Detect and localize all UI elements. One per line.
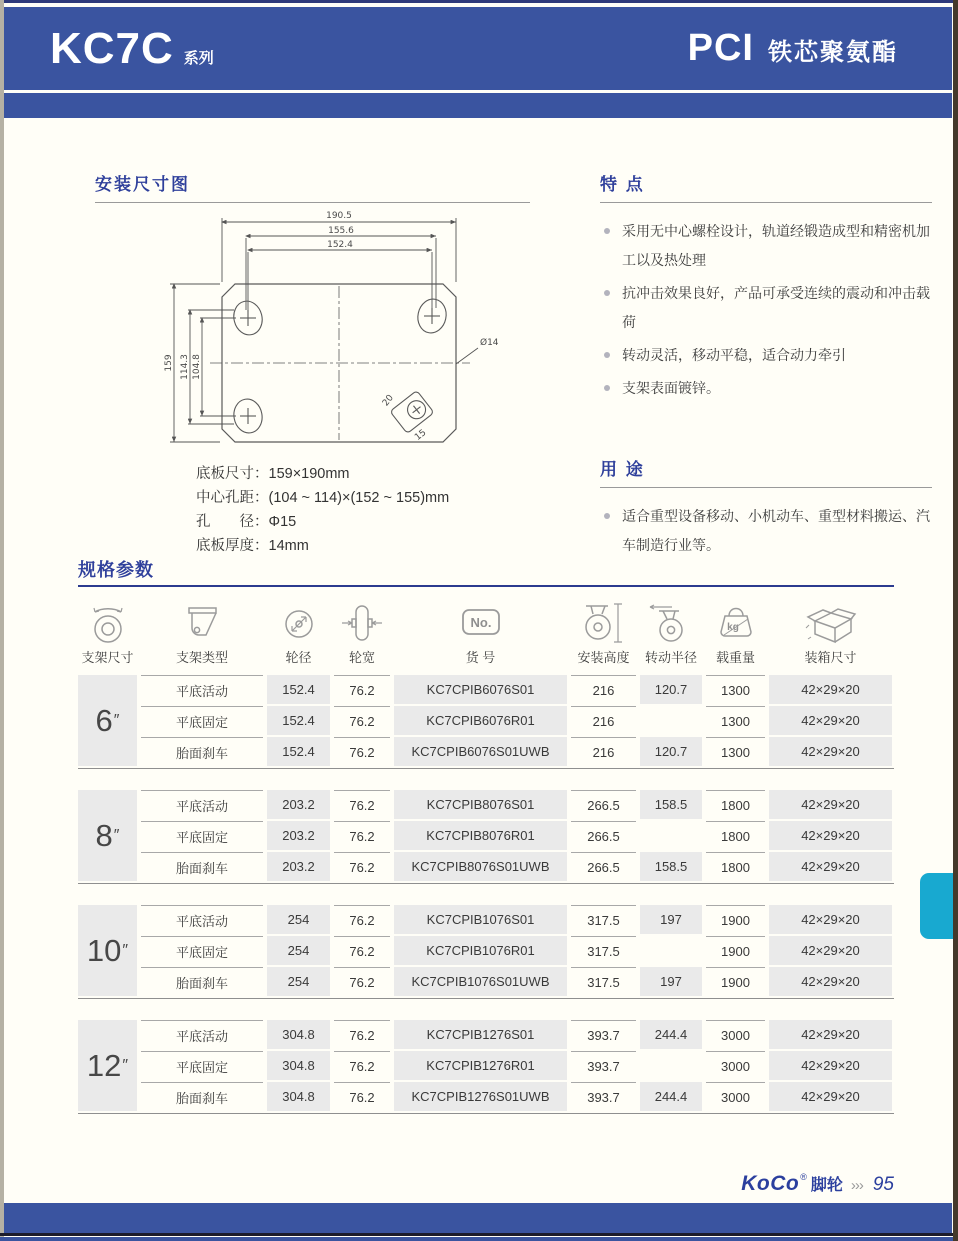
spec-cell: 1900 — [706, 967, 765, 996]
type-cell: 胎面刹车 — [141, 852, 263, 881]
wheel-width-icon — [338, 598, 386, 648]
dim-width-mid: 155.6 — [328, 226, 354, 236]
dim-slot-20: 20 — [380, 393, 396, 409]
footer-dark-line — [0, 1233, 958, 1236]
type-cell: 平底固定 — [141, 821, 263, 850]
bullet-dot-icon — [604, 385, 610, 391]
dimension-diagram — [160, 206, 505, 446]
footer-brand — [741, 1172, 894, 1196]
spec-cell: 216 — [571, 706, 636, 735]
column-turn-radius — [640, 596, 702, 668]
dim-slot-15: 15 — [413, 427, 429, 443]
sku-cell: KC7CPIB1276S01 — [394, 1020, 567, 1049]
size-unit: ″ — [113, 826, 120, 844]
spec-cell: 266.5 — [571, 852, 636, 881]
spec-cell: 76.2 — [334, 737, 390, 766]
specs-title: 规格参数 — [78, 560, 154, 580]
load-weight-icon — [712, 598, 760, 648]
column-wheel-width — [334, 596, 390, 668]
type-cell: 平底固定 — [141, 936, 263, 965]
spec-cell: 304.8 — [267, 1020, 330, 1049]
dim-height-inner: 104.8 — [192, 354, 202, 380]
bullet-item — [600, 502, 932, 560]
spec-table-header — [78, 596, 894, 668]
type-cell: 平底活动 — [141, 675, 263, 704]
usage-title-rule — [600, 487, 932, 488]
spec-cell: 1900 — [706, 936, 765, 965]
sku-cell: KC7CPIB6076R01 — [394, 706, 567, 735]
spec-group — [78, 905, 894, 999]
usage-title: 用 途 — [600, 460, 645, 479]
spec-group — [78, 790, 894, 884]
column-label: 载重量 — [715, 650, 755, 665]
note-row — [196, 534, 449, 558]
product-title — [688, 27, 898, 70]
spec-cell: 3000 — [706, 1082, 765, 1111]
note-label: 中心孔距： — [196, 490, 269, 506]
note-value: Φ15 — [268, 514, 297, 530]
spec-cell: 42×29×20 — [769, 675, 892, 704]
bracket-icon — [178, 598, 226, 648]
page-top-edge — [0, 0, 958, 3]
spec-cell: 42×29×20 — [769, 737, 892, 766]
sku-cell: KC7CPIB6076S01 — [394, 675, 567, 704]
spec-cell: 76.2 — [334, 1020, 390, 1049]
sku-cell: KC7CPIB1076S01 — [394, 905, 567, 934]
dim-height-mid: 114.3 — [180, 354, 190, 380]
sku-cell: KC7CPIB8076R01 — [394, 821, 567, 850]
spec-cell: 393.7 — [571, 1020, 636, 1049]
spec-cell: 152.4 — [267, 737, 330, 766]
note-row — [196, 462, 449, 486]
spec-cell: 317.5 — [571, 905, 636, 934]
diagram-notes — [196, 462, 449, 558]
column-label: 装箱尺寸 — [804, 650, 857, 665]
brand-suffix: 脚轮 — [810, 1177, 843, 1194]
features-list — [600, 217, 932, 403]
size-cell — [78, 905, 137, 996]
note-value: 14mm — [268, 538, 309, 554]
spec-cell: 393.7 — [571, 1082, 636, 1111]
bullet-text: 采用无中心螺栓设计，轨道经锻造成型和精密机加工以及热处理 — [622, 223, 930, 268]
bullet-dot-icon — [604, 290, 610, 296]
spec-cell: 76.2 — [334, 936, 390, 965]
note-label: 底板厚度： — [196, 538, 269, 554]
type-cell: 平底活动 — [141, 790, 263, 819]
type-cell: 平底活动 — [141, 1020, 263, 1049]
size-unit: ″ — [122, 1056, 129, 1074]
type-cell: 平底活动 — [141, 905, 263, 934]
spec-cell — [640, 1051, 702, 1080]
spec-cell: 393.7 — [571, 1051, 636, 1080]
size-cell — [78, 790, 137, 881]
type-cell: 胎面刹车 — [141, 737, 263, 766]
series-title — [50, 24, 214, 74]
spec-cell: 76.2 — [334, 675, 390, 704]
svg-text:kg: kg — [726, 622, 739, 633]
spec-cell: 216 — [571, 737, 636, 766]
bullet-dot-icon — [604, 228, 610, 234]
bullet-text: 转动灵活，移动平稳，适合动力牵引 — [622, 347, 846, 363]
mount-height-icon — [578, 598, 630, 648]
spec-cell: 254 — [267, 967, 330, 996]
spec-cell: 317.5 — [571, 967, 636, 996]
features-title: 特 点 — [600, 175, 645, 194]
sku-cell: KC7CPIB1276R01 — [394, 1051, 567, 1080]
header-banner-strip — [4, 93, 952, 118]
bullet-dot-icon — [604, 352, 610, 358]
spec-cell: 42×29×20 — [769, 1082, 892, 1111]
column-bracket-type — [141, 596, 263, 668]
size-number: 10 — [86, 932, 122, 968]
svg-text:No.: No. — [470, 615, 491, 630]
spec-cell: 3000 — [706, 1051, 765, 1080]
spec-cell: 42×29×20 — [769, 1020, 892, 1049]
spec-cell: 76.2 — [334, 967, 390, 996]
spec-cell: 42×29×20 — [769, 852, 892, 881]
spec-cell: 42×29×20 — [769, 1051, 892, 1080]
bullet-text: 抗冲击效果良好，产品可承受连续的震动和冲击载荷 — [622, 285, 930, 330]
sku-cell: KC7CPIB6076S01UWB — [394, 737, 567, 766]
page-right-edge — [953, 0, 958, 1241]
diagram-section — [95, 170, 530, 203]
size-unit: ″ — [113, 711, 120, 729]
footer-thin-bar — [0, 1237, 958, 1241]
spec-cell: 317.5 — [571, 936, 636, 965]
bullet-item — [600, 279, 932, 337]
bullet-item — [600, 217, 932, 275]
diagram-title-rule — [95, 202, 530, 203]
spec-cell: 76.2 — [334, 1051, 390, 1080]
note-label: 孔 径： — [196, 514, 269, 530]
section-side-tab — [920, 873, 953, 939]
spec-cell: 1300 — [706, 737, 765, 766]
column-mount-height — [571, 596, 636, 668]
size-cell — [78, 1020, 137, 1111]
features-section — [600, 170, 932, 564]
product-name: 铁芯聚氨酯 — [768, 39, 898, 66]
note-label: 底板尺寸： — [196, 466, 269, 482]
bullet-item — [600, 341, 932, 370]
dim-height-outer: 159 — [164, 354, 174, 372]
series-code: KC7C — [50, 23, 174, 73]
spec-cell: 76.2 — [334, 821, 390, 850]
spec-cell: 76.2 — [334, 852, 390, 881]
sku-cell: KC7CPIB1076S01UWB — [394, 967, 567, 996]
swivel-icon — [84, 598, 132, 648]
spec-cell: 266.5 — [571, 790, 636, 819]
spec-cell: 42×29×20 — [769, 936, 892, 965]
column-label: 支架尺寸 — [81, 650, 134, 665]
spec-cell: 42×29×20 — [769, 790, 892, 819]
column-label: 轮宽 — [348, 650, 375, 665]
column-label: 安装高度 — [577, 650, 630, 665]
bullet-item — [600, 374, 932, 403]
dim-width-inner: 152.4 — [327, 240, 353, 250]
spec-cell: 42×29×20 — [769, 967, 892, 996]
type-cell: 平底固定 — [141, 706, 263, 735]
note-value: 159×190mm — [268, 466, 350, 482]
brand-logo: KoCo — [741, 1172, 800, 1195]
spec-cell: 3000 — [706, 1020, 765, 1049]
spec-cell: 304.8 — [267, 1082, 330, 1111]
spec-groups — [78, 675, 894, 1114]
spec-cell: 216 — [571, 675, 636, 704]
spec-table — [78, 596, 894, 1114]
spec-cell: 1800 — [706, 821, 765, 850]
spec-cell: 158.5 — [640, 852, 702, 881]
spec-cell: 1300 — [706, 675, 765, 704]
chevrons-icon: ››› — [850, 1177, 863, 1194]
column-label: 轮径 — [285, 650, 312, 665]
spec-cell: 197 — [640, 967, 702, 996]
spec-cell: 197 — [640, 905, 702, 934]
spec-cell: 120.7 — [640, 737, 702, 766]
size-number: 8 — [95, 817, 113, 853]
carton-icon — [801, 598, 861, 648]
sku-cell: KC7CPIB1076R01 — [394, 936, 567, 965]
spec-cell: 1300 — [706, 706, 765, 735]
sku-cell: KC7CPIB1276S01UWB — [394, 1082, 567, 1111]
note-row — [196, 486, 449, 510]
spec-cell: 42×29×20 — [769, 706, 892, 735]
registered-mark: ® — [800, 1172, 807, 1182]
column-wheel-dia — [267, 596, 330, 668]
spec-group — [78, 675, 894, 769]
dim-width-outer: 190.5 — [326, 211, 352, 221]
column-sku — [394, 596, 567, 668]
spec-cell: 42×29×20 — [769, 905, 892, 934]
size-number: 12 — [86, 1047, 122, 1083]
page-left-edge — [0, 0, 4, 1241]
column-label: 转动半径 — [644, 650, 697, 665]
size-unit: ″ — [122, 941, 129, 959]
no-badge-icon — [455, 598, 507, 648]
size-cell — [78, 675, 137, 766]
spec-cell: 203.2 — [267, 790, 330, 819]
note-row — [196, 510, 449, 534]
specs-title-rule — [78, 585, 894, 587]
spec-cell: 266.5 — [571, 821, 636, 850]
spec-group — [78, 1020, 894, 1114]
type-cell: 平底固定 — [141, 1051, 263, 1080]
size-number: 6 — [95, 702, 113, 738]
sku-cell: KC7CPIB8076S01UWB — [394, 852, 567, 881]
header-banner — [4, 7, 952, 90]
note-value: (104 ~ 114)×(152 ~ 155)mm — [268, 490, 450, 506]
spec-cell — [640, 936, 702, 965]
spec-cell: 158.5 — [640, 790, 702, 819]
bullet-text: 适合重型设备移动、小机动车、重型材料搬运、汽车制造行业等。 — [622, 508, 930, 553]
product-code: PCI — [687, 27, 754, 69]
column-label: 货 号 — [465, 650, 496, 665]
bullet-dot-icon — [604, 513, 610, 519]
spec-cell: 244.4 — [640, 1082, 702, 1111]
spec-cell: 1800 — [706, 790, 765, 819]
spec-cell: 203.2 — [267, 821, 330, 850]
spec-cell: 254 — [267, 905, 330, 934]
spec-cell: 254 — [267, 936, 330, 965]
series-label: 系列 — [183, 49, 214, 67]
page-number: 95 — [872, 1174, 894, 1195]
spec-cell: 76.2 — [334, 905, 390, 934]
spec-cell: 152.4 — [267, 706, 330, 735]
spec-cell: 304.8 — [267, 1051, 330, 1080]
spec-cell: 76.2 — [334, 790, 390, 819]
column-label: 支架类型 — [175, 650, 228, 665]
sku-cell: KC7CPIB8076S01 — [394, 790, 567, 819]
diagram-section-title: 安装尺寸图 — [95, 175, 190, 194]
column-load — [706, 596, 765, 668]
spec-cell: 42×29×20 — [769, 821, 892, 850]
spec-cell: 1800 — [706, 852, 765, 881]
spec-cell — [640, 706, 702, 735]
bullet-text: 支架表面镀锌。 — [622, 380, 720, 396]
usage-section — [600, 455, 932, 560]
usage-list — [600, 502, 932, 560]
spec-cell: 244.4 — [640, 1020, 702, 1049]
features-title-rule — [600, 202, 932, 203]
slot-detail — [390, 391, 434, 434]
column-carton — [769, 596, 892, 668]
spec-cell: 76.2 — [334, 1082, 390, 1111]
spec-cell — [640, 821, 702, 850]
spec-cell: 1900 — [706, 905, 765, 934]
spec-cell: 203.2 — [267, 852, 330, 881]
turn-radius-icon — [645, 598, 697, 648]
spec-cell: 76.2 — [334, 706, 390, 735]
column-bracket-size — [78, 596, 137, 668]
type-cell: 胎面刹车 — [141, 1082, 263, 1111]
wheel-diameter-icon — [275, 598, 323, 648]
spec-cell: 152.4 — [267, 675, 330, 704]
spec-cell: 120.7 — [640, 675, 702, 704]
footer-bar — [4, 1203, 952, 1233]
dim-hole-dia: Ø14 — [480, 338, 499, 348]
type-cell: 胎面刹车 — [141, 967, 263, 996]
